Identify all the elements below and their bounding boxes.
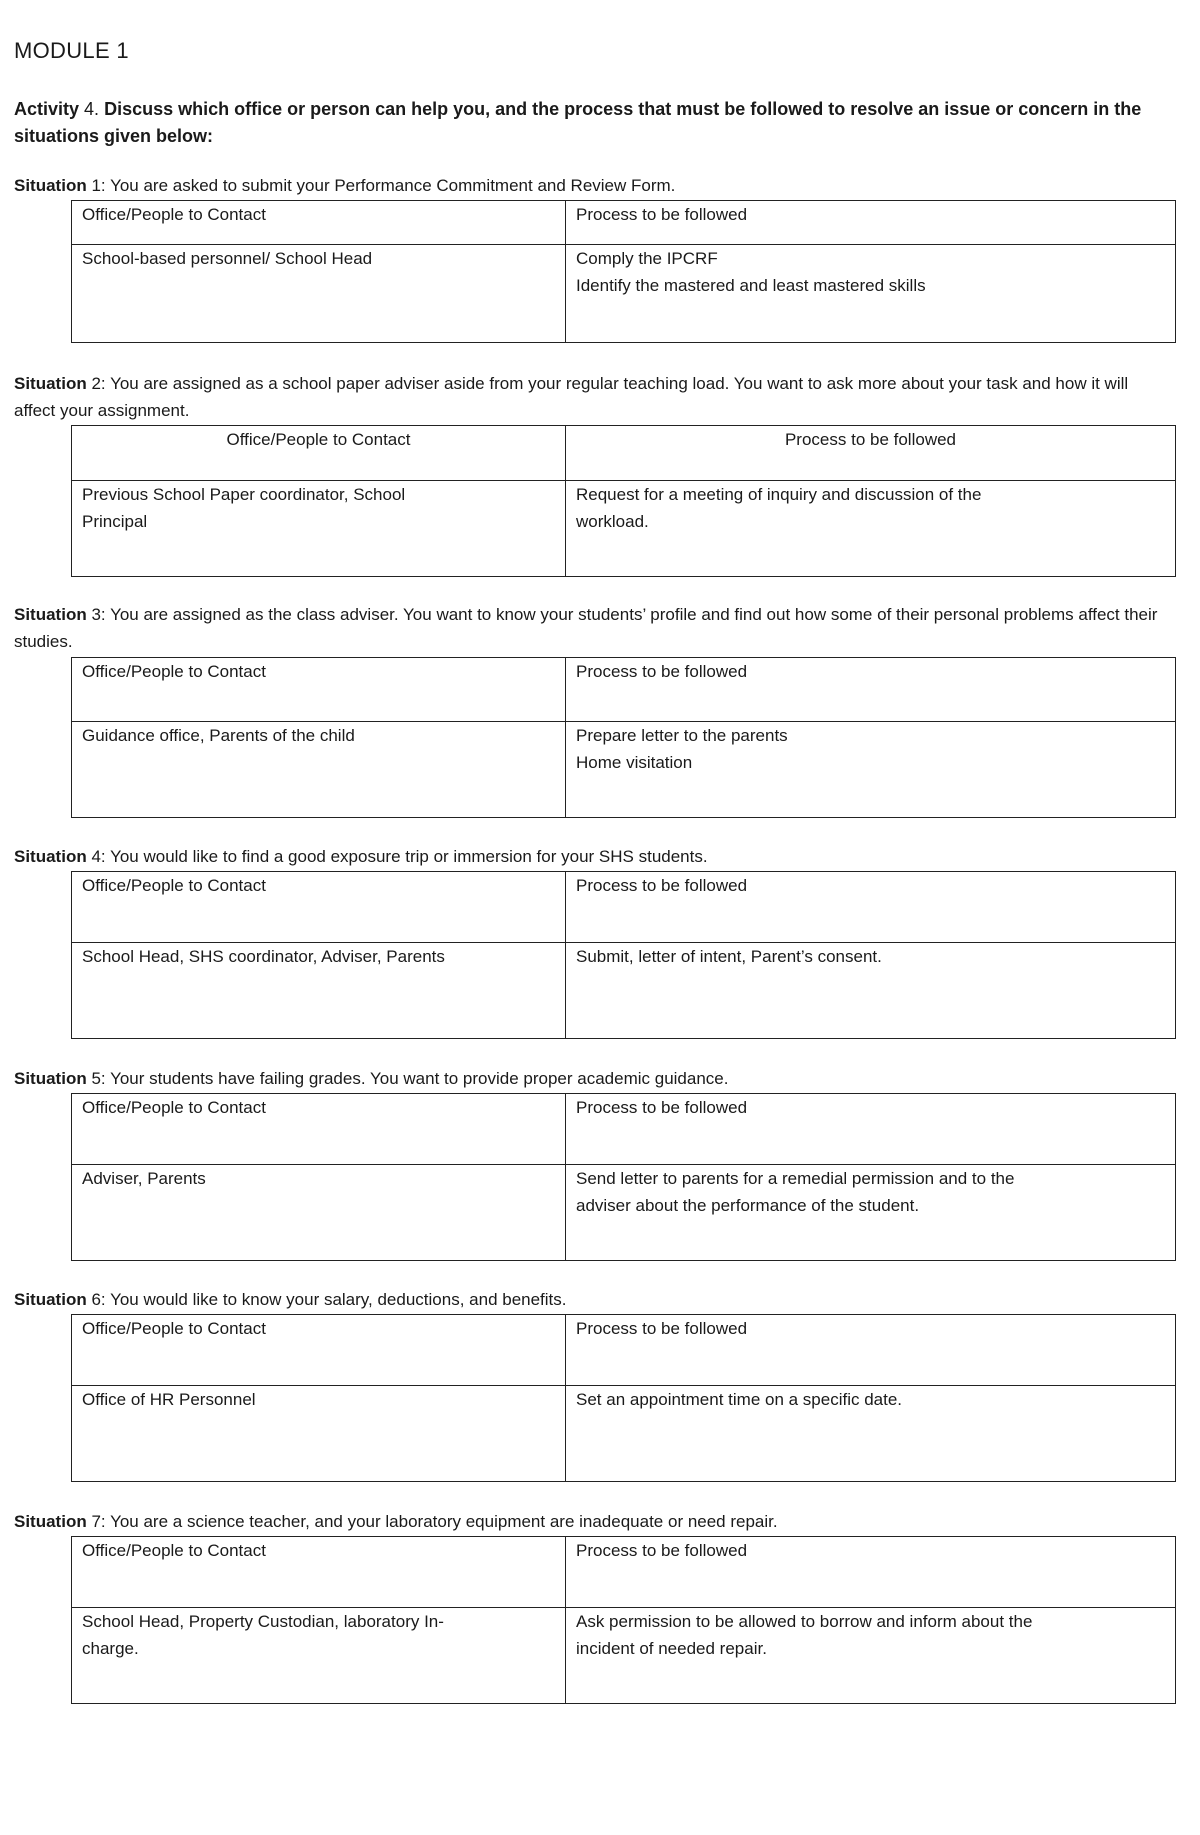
process-cell: Send letter to parents for a remedial permission and to the adviser about the performance of the student. bbox=[566, 1165, 1176, 1261]
situation-text: You are a science teacher, and your laboratory equipment are inadequate or need repair. bbox=[110, 1512, 778, 1531]
situation-label: Situation 4: bbox=[14, 847, 106, 866]
activity-text: Discuss which office or person can help you, and the process that must be followed to resolve an issue or concern in the situations given below: bbox=[14, 99, 1142, 146]
header-process: Process to be followed bbox=[566, 426, 1176, 481]
office-cell: School Head, SHS coordinator, Adviser, Parents bbox=[72, 943, 566, 1039]
header-office: Office/People to Contact bbox=[72, 1094, 566, 1165]
situation-3-table bbox=[71, 657, 1176, 818]
activity-instructions bbox=[14, 96, 1174, 150]
situation-4-prompt bbox=[14, 843, 1174, 870]
situation-7-table bbox=[71, 1536, 1176, 1704]
office-cell: School-based personnel/ School Head bbox=[72, 245, 566, 343]
module-title: MODULE 1 bbox=[14, 38, 129, 63]
office-cell: Previous School Paper coordinator, School Principal bbox=[72, 481, 566, 577]
header-process: Process to be followed bbox=[566, 1315, 1176, 1386]
process-cell: Submit, letter of intent, Parent’s consent. bbox=[566, 943, 1176, 1039]
header-office: Office/People to Contact bbox=[72, 872, 566, 943]
header-process: Process to be followed bbox=[566, 872, 1176, 943]
situation-2-prompt bbox=[14, 370, 1174, 424]
situation-5-table bbox=[71, 1093, 1176, 1261]
situation-text: Your students have failing grades. You want to provide proper academic guidance. bbox=[110, 1069, 729, 1088]
office-cell: Office of HR Personnel bbox=[72, 1386, 566, 1482]
situation-5-prompt bbox=[14, 1065, 1174, 1092]
situation-label: Situation 3: bbox=[14, 605, 106, 624]
process-cell: Request for a meeting of inquiry and discussion of the workload. bbox=[566, 481, 1176, 577]
situation-text: You are assigned as the class adviser. You want to know your students’ profile and find out how some of their personal problems affect their studies. bbox=[14, 605, 1158, 651]
header-process: Process to be followed bbox=[566, 201, 1176, 245]
situation-label: Situation 7: bbox=[14, 1512, 106, 1531]
situation-label: Situation 6: bbox=[14, 1290, 106, 1309]
situation-2-table bbox=[71, 425, 1176, 577]
header-office: Office/People to Contact bbox=[72, 658, 566, 722]
situation-1-table bbox=[71, 200, 1176, 343]
process-cell: Prepare letter to the parents Home visitation bbox=[566, 722, 1176, 818]
office-cell: Adviser, Parents bbox=[72, 1165, 566, 1261]
situation-text: You would like to know your salary, deductions, and benefits. bbox=[110, 1290, 567, 1309]
situation-text: You are assigned as a school paper adviser aside from your regular teaching load. You want to ask more about your task and how it will affect your assignment. bbox=[14, 374, 1129, 420]
header-office: Office/People to Contact bbox=[72, 1537, 566, 1608]
situation-1-prompt bbox=[14, 172, 1174, 199]
situation-6-table bbox=[71, 1314, 1176, 1482]
header-office: Office/People to Contact bbox=[72, 201, 566, 245]
activity-label: Activity bbox=[14, 99, 80, 119]
header-process: Process to be followed bbox=[566, 1094, 1176, 1165]
process-cell: Ask permission to be allowed to borrow and inform about the incident of needed repair. bbox=[566, 1608, 1176, 1704]
office-cell: School Head, Property Custodian, laboratory In- charge. bbox=[72, 1608, 566, 1704]
process-cell: Set an appointment time on a specific date. bbox=[566, 1386, 1176, 1482]
header-process: Process to be followed bbox=[566, 1537, 1176, 1608]
office-cell: Guidance office, Parents of the child bbox=[72, 722, 566, 818]
situation-7-prompt bbox=[14, 1508, 1174, 1535]
situation-text: You are asked to submit your Performance Commitment and Review Form. bbox=[110, 176, 676, 195]
header-process: Process to be followed bbox=[566, 658, 1176, 722]
situation-text: You would like to find a good exposure trip or immersion for your SHS students. bbox=[110, 847, 708, 866]
header-office: Office/People to Contact bbox=[72, 426, 566, 481]
situation-6-prompt bbox=[14, 1286, 1174, 1313]
situation-label: Situation 1: bbox=[14, 176, 106, 195]
situation-label: Situation 5: bbox=[14, 1069, 106, 1088]
process-cell: Comply the IPCRF Identify the mastered and least mastered skills bbox=[566, 245, 1176, 343]
situation-4-table bbox=[71, 871, 1176, 1039]
activity-number: 4. bbox=[84, 99, 100, 119]
situation-label: Situation 2: bbox=[14, 374, 106, 393]
situation-3-prompt bbox=[14, 601, 1174, 655]
header-office: Office/People to Contact bbox=[72, 1315, 566, 1386]
